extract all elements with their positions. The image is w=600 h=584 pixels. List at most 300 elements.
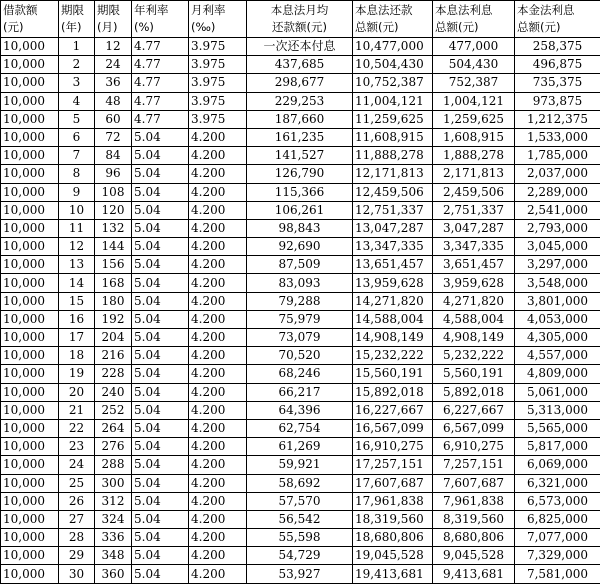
cell-monthly-rate: 4.200 bbox=[189, 383, 247, 401]
header-loan-amount: 借款额 (元) bbox=[1, 1, 59, 38]
table-row bbox=[1, 565, 600, 584]
cell-monthly-payment: 106,261 bbox=[247, 201, 353, 219]
cell-total-interest-annuity: 9,413,681 bbox=[433, 565, 515, 584]
cell-total-interest-principal: 4,809,000 bbox=[515, 365, 600, 383]
cell-total-interest-principal: 1,533,000 bbox=[515, 128, 600, 146]
cell-total-interest-annuity: 1,608,915 bbox=[433, 128, 515, 146]
cell-annual-rate: 4.77 bbox=[132, 38, 189, 56]
cell-total-interest-principal: 5,817,000 bbox=[515, 438, 600, 456]
cell-term-years: 27 bbox=[59, 510, 95, 528]
cell-total-repayment: 11,259,625 bbox=[353, 110, 433, 128]
header-term-years: 期限 (年) bbox=[59, 1, 95, 38]
cell-term-years: 3 bbox=[59, 74, 95, 92]
cell-annual-rate: 5.04 bbox=[132, 419, 189, 437]
cell-total-interest-principal: 4,053,000 bbox=[515, 310, 600, 328]
cell-loan-amount: 10,000 bbox=[1, 474, 59, 492]
cell-monthly-payment: 53,927 bbox=[247, 565, 353, 584]
cell-annual-rate: 4.77 bbox=[132, 56, 189, 74]
cell-total-interest-principal: 7,581,000 bbox=[515, 565, 600, 584]
cell-total-interest-annuity: 8,680,806 bbox=[433, 529, 515, 547]
cell-total-interest-annuity: 4,588,004 bbox=[433, 310, 515, 328]
cell-term-years: 10 bbox=[59, 201, 95, 219]
cell-loan-amount: 10,000 bbox=[1, 292, 59, 310]
cell-total-interest-principal: 1,212,375 bbox=[515, 110, 600, 128]
table-row bbox=[1, 201, 600, 219]
cell-term-years: 6 bbox=[59, 128, 95, 146]
cell-loan-amount: 10,000 bbox=[1, 456, 59, 474]
cell-loan-amount: 10,000 bbox=[1, 128, 59, 146]
cell-total-interest-principal: 4,557,000 bbox=[515, 347, 600, 365]
cell-total-interest-annuity: 2,459,506 bbox=[433, 183, 515, 201]
cell-term-months: 24 bbox=[95, 56, 132, 74]
cell-loan-amount: 10,000 bbox=[1, 256, 59, 274]
cell-total-interest-annuity: 4,908,149 bbox=[433, 329, 515, 347]
cell-total-repayment: 13,959,628 bbox=[353, 274, 433, 292]
cell-total-interest-annuity: 4,271,820 bbox=[433, 292, 515, 310]
table-row bbox=[1, 165, 600, 183]
cell-monthly-payment: 141,527 bbox=[247, 147, 353, 165]
cell-total-interest-annuity: 2,171,813 bbox=[433, 165, 515, 183]
cell-term-months: 360 bbox=[95, 565, 132, 584]
cell-term-months: 84 bbox=[95, 147, 132, 165]
cell-term-months: 240 bbox=[95, 383, 132, 401]
cell-total-interest-principal: 7,077,000 bbox=[515, 529, 600, 547]
cell-term-years: 2 bbox=[59, 56, 95, 74]
cell-monthly-rate: 4.200 bbox=[189, 347, 247, 365]
cell-term-months: 180 bbox=[95, 292, 132, 310]
cell-total-interest-principal: 2,289,000 bbox=[515, 183, 600, 201]
cell-monthly-rate: 3.975 bbox=[189, 38, 247, 56]
cell-loan-amount: 10,000 bbox=[1, 310, 59, 328]
header-term-months: 期限 (月) bbox=[95, 1, 132, 38]
cell-term-years: 8 bbox=[59, 165, 95, 183]
cell-term-years: 24 bbox=[59, 456, 95, 474]
cell-monthly-rate: 3.975 bbox=[189, 110, 247, 128]
cell-term-years: 12 bbox=[59, 238, 95, 256]
cell-term-months: 312 bbox=[95, 492, 132, 510]
cell-total-interest-annuity: 3,347,335 bbox=[433, 238, 515, 256]
cell-total-interest-principal: 258,375 bbox=[515, 38, 600, 56]
cell-total-repayment: 13,347,335 bbox=[353, 238, 433, 256]
cell-term-years: 16 bbox=[59, 310, 95, 328]
cell-total-repayment: 17,961,838 bbox=[353, 492, 433, 510]
cell-monthly-rate: 4.200 bbox=[189, 401, 247, 419]
cell-loan-amount: 10,000 bbox=[1, 38, 59, 56]
cell-total-interest-annuity: 5,560,191 bbox=[433, 365, 515, 383]
cell-total-interest-principal: 3,045,000 bbox=[515, 238, 600, 256]
cell-term-months: 132 bbox=[95, 219, 132, 237]
cell-loan-amount: 10,000 bbox=[1, 365, 59, 383]
cell-total-interest-annuity: 1,259,625 bbox=[433, 110, 515, 128]
cell-annual-rate: 5.04 bbox=[132, 565, 189, 584]
cell-total-interest-annuity: 3,651,457 bbox=[433, 256, 515, 274]
cell-total-repayment: 16,910,275 bbox=[353, 438, 433, 456]
table-row bbox=[1, 438, 600, 456]
cell-term-years: 22 bbox=[59, 419, 95, 437]
cell-annual-rate: 5.04 bbox=[132, 147, 189, 165]
cell-term-months: 348 bbox=[95, 547, 132, 565]
cell-loan-amount: 10,000 bbox=[1, 165, 59, 183]
cell-total-repayment: 11,888,278 bbox=[353, 147, 433, 165]
cell-term-months: 12 bbox=[95, 38, 132, 56]
table-row bbox=[1, 74, 600, 92]
cell-monthly-payment: 64,396 bbox=[247, 401, 353, 419]
cell-monthly-rate: 4.200 bbox=[189, 128, 247, 146]
table-row bbox=[1, 256, 600, 274]
table-row bbox=[1, 238, 600, 256]
cell-monthly-rate: 4.200 bbox=[189, 238, 247, 256]
table-row bbox=[1, 456, 600, 474]
cell-annual-rate: 5.04 bbox=[132, 547, 189, 565]
cell-monthly-rate: 4.200 bbox=[189, 329, 247, 347]
cell-loan-amount: 10,000 bbox=[1, 329, 59, 347]
cell-total-interest-annuity: 7,961,838 bbox=[433, 492, 515, 510]
cell-total-interest-principal: 6,321,000 bbox=[515, 474, 600, 492]
cell-monthly-rate: 4.200 bbox=[189, 165, 247, 183]
cell-monthly-payment: 70,520 bbox=[247, 347, 353, 365]
table-row bbox=[1, 529, 600, 547]
cell-total-interest-principal: 3,297,000 bbox=[515, 256, 600, 274]
table-body bbox=[1, 38, 600, 584]
cell-monthly-payment: 126,790 bbox=[247, 165, 353, 183]
cell-monthly-rate: 4.200 bbox=[189, 492, 247, 510]
cell-total-interest-annuity: 6,910,275 bbox=[433, 438, 515, 456]
cell-total-repayment: 14,588,004 bbox=[353, 310, 433, 328]
cell-term-years: 4 bbox=[59, 92, 95, 110]
cell-loan-amount: 10,000 bbox=[1, 401, 59, 419]
cell-annual-rate: 4.77 bbox=[132, 92, 189, 110]
cell-loan-amount: 10,000 bbox=[1, 147, 59, 165]
cell-term-years: 9 bbox=[59, 183, 95, 201]
cell-total-interest-principal: 2,541,000 bbox=[515, 201, 600, 219]
cell-term-years: 26 bbox=[59, 492, 95, 510]
cell-total-repayment: 10,504,430 bbox=[353, 56, 433, 74]
table-row bbox=[1, 510, 600, 528]
table-row bbox=[1, 183, 600, 201]
table-row bbox=[1, 292, 600, 310]
cell-monthly-payment: 68,246 bbox=[247, 365, 353, 383]
cell-monthly-rate: 4.200 bbox=[189, 529, 247, 547]
cell-monthly-rate: 4.200 bbox=[189, 419, 247, 437]
table-row bbox=[1, 419, 600, 437]
cell-loan-amount: 10,000 bbox=[1, 347, 59, 365]
cell-total-repayment: 19,045,528 bbox=[353, 547, 433, 565]
cell-total-repayment: 12,459,506 bbox=[353, 183, 433, 201]
cell-annual-rate: 5.04 bbox=[132, 201, 189, 219]
table-row bbox=[1, 110, 600, 128]
cell-term-months: 300 bbox=[95, 474, 132, 492]
cell-monthly-payment: 56,542 bbox=[247, 510, 353, 528]
cell-annual-rate: 5.04 bbox=[132, 183, 189, 201]
cell-monthly-payment: 437,685 bbox=[247, 56, 353, 74]
cell-term-years: 7 bbox=[59, 147, 95, 165]
cell-term-months: 36 bbox=[95, 74, 132, 92]
cell-term-months: 276 bbox=[95, 438, 132, 456]
cell-total-interest-principal: 5,565,000 bbox=[515, 419, 600, 437]
cell-annual-rate: 5.04 bbox=[132, 238, 189, 256]
cell-term-months: 192 bbox=[95, 310, 132, 328]
cell-total-repayment: 16,227,667 bbox=[353, 401, 433, 419]
cell-annual-rate: 5.04 bbox=[132, 383, 189, 401]
cell-term-months: 264 bbox=[95, 419, 132, 437]
cell-monthly-rate: 4.200 bbox=[189, 565, 247, 584]
cell-annual-rate: 5.04 bbox=[132, 347, 189, 365]
cell-total-repayment: 14,908,149 bbox=[353, 329, 433, 347]
cell-term-months: 156 bbox=[95, 256, 132, 274]
table-row bbox=[1, 383, 600, 401]
cell-monthly-payment: 58,692 bbox=[247, 474, 353, 492]
cell-total-interest-annuity: 3,047,287 bbox=[433, 219, 515, 237]
cell-total-repayment: 13,047,287 bbox=[353, 219, 433, 237]
table-header bbox=[1, 1, 600, 38]
cell-total-interest-principal: 6,825,000 bbox=[515, 510, 600, 528]
cell-total-interest-annuity: 5,232,222 bbox=[433, 347, 515, 365]
cell-annual-rate: 5.04 bbox=[132, 310, 189, 328]
cell-total-interest-annuity: 5,892,018 bbox=[433, 383, 515, 401]
cell-total-interest-principal: 4,305,000 bbox=[515, 329, 600, 347]
cell-total-repayment: 17,257,151 bbox=[353, 456, 433, 474]
cell-term-months: 144 bbox=[95, 238, 132, 256]
cell-total-interest-annuity: 6,227,667 bbox=[433, 401, 515, 419]
header-total-interest-annuity: 本息法利息 总额(元) bbox=[433, 1, 515, 38]
cell-loan-amount: 10,000 bbox=[1, 219, 59, 237]
cell-loan-amount: 10,000 bbox=[1, 110, 59, 128]
cell-total-interest-annuity: 7,257,151 bbox=[433, 456, 515, 474]
cell-total-interest-annuity: 477,000 bbox=[433, 38, 515, 56]
cell-total-interest-principal: 3,801,000 bbox=[515, 292, 600, 310]
cell-total-interest-principal: 7,329,000 bbox=[515, 547, 600, 565]
cell-term-years: 21 bbox=[59, 401, 95, 419]
cell-monthly-rate: 4.200 bbox=[189, 474, 247, 492]
cell-term-months: 60 bbox=[95, 110, 132, 128]
cell-term-years: 25 bbox=[59, 474, 95, 492]
cell-loan-amount: 10,000 bbox=[1, 238, 59, 256]
cell-annual-rate: 5.04 bbox=[132, 510, 189, 528]
cell-total-interest-annuity: 1,004,121 bbox=[433, 92, 515, 110]
cell-loan-amount: 10,000 bbox=[1, 565, 59, 584]
cell-loan-amount: 10,000 bbox=[1, 510, 59, 528]
cell-monthly-rate: 4.200 bbox=[189, 365, 247, 383]
cell-annual-rate: 5.04 bbox=[132, 256, 189, 274]
cell-term-years: 23 bbox=[59, 438, 95, 456]
table-row bbox=[1, 347, 600, 365]
table-row bbox=[1, 547, 600, 565]
cell-loan-amount: 10,000 bbox=[1, 201, 59, 219]
cell-total-repayment: 12,751,337 bbox=[353, 201, 433, 219]
cell-monthly-rate: 4.200 bbox=[189, 256, 247, 274]
table-row bbox=[1, 274, 600, 292]
cell-annual-rate: 5.04 bbox=[132, 128, 189, 146]
cell-total-repayment: 18,680,806 bbox=[353, 529, 433, 547]
cell-annual-rate: 5.04 bbox=[132, 219, 189, 237]
header-monthly-rate: 月利率 (‰) bbox=[189, 1, 247, 38]
table-row bbox=[1, 329, 600, 347]
cell-total-repayment: 18,319,560 bbox=[353, 510, 433, 528]
cell-term-years: 1 bbox=[59, 38, 95, 56]
cell-total-repayment: 13,651,457 bbox=[353, 256, 433, 274]
cell-term-years: 14 bbox=[59, 274, 95, 292]
cell-term-years: 28 bbox=[59, 529, 95, 547]
cell-total-interest-annuity: 6,567,099 bbox=[433, 419, 515, 437]
cell-annual-rate: 4.77 bbox=[132, 110, 189, 128]
cell-term-months: 336 bbox=[95, 529, 132, 547]
cell-annual-rate: 5.04 bbox=[132, 401, 189, 419]
cell-term-months: 288 bbox=[95, 456, 132, 474]
cell-loan-amount: 10,000 bbox=[1, 383, 59, 401]
table-row bbox=[1, 219, 600, 237]
cell-total-interest-annuity: 8,319,560 bbox=[433, 510, 515, 528]
cell-monthly-rate: 4.200 bbox=[189, 547, 247, 565]
cell-monthly-rate: 4.200 bbox=[189, 274, 247, 292]
cell-annual-rate: 5.04 bbox=[132, 274, 189, 292]
cell-term-months: 216 bbox=[95, 347, 132, 365]
cell-monthly-payment: 115,366 bbox=[247, 183, 353, 201]
cell-monthly-rate: 4.200 bbox=[189, 147, 247, 165]
cell-loan-amount: 10,000 bbox=[1, 547, 59, 565]
cell-term-years: 30 bbox=[59, 565, 95, 584]
header-annual-rate: 年利率 (%) bbox=[132, 1, 189, 38]
table-row bbox=[1, 365, 600, 383]
cell-term-years: 20 bbox=[59, 383, 95, 401]
cell-total-repayment: 15,560,191 bbox=[353, 365, 433, 383]
table-row bbox=[1, 56, 600, 74]
cell-monthly-rate: 4.200 bbox=[189, 510, 247, 528]
table-row bbox=[1, 38, 600, 56]
cell-total-repayment: 11,004,121 bbox=[353, 92, 433, 110]
cell-total-interest-principal: 5,313,000 bbox=[515, 401, 600, 419]
cell-annual-rate: 4.77 bbox=[132, 74, 189, 92]
cell-total-repayment: 14,271,820 bbox=[353, 292, 433, 310]
cell-monthly-payment: 298,677 bbox=[247, 74, 353, 92]
cell-term-years: 17 bbox=[59, 329, 95, 347]
table-row bbox=[1, 310, 600, 328]
cell-monthly-payment: 57,570 bbox=[247, 492, 353, 510]
cell-annual-rate: 5.04 bbox=[132, 165, 189, 183]
cell-loan-amount: 10,000 bbox=[1, 492, 59, 510]
table-row bbox=[1, 474, 600, 492]
cell-monthly-payment: 66,217 bbox=[247, 383, 353, 401]
header-total-repayment: 本息法还款 总额(元) bbox=[353, 1, 433, 38]
cell-total-interest-principal: 1,785,000 bbox=[515, 147, 600, 165]
table-row bbox=[1, 92, 600, 110]
cell-term-months: 108 bbox=[95, 183, 132, 201]
cell-total-repayment: 12,171,813 bbox=[353, 165, 433, 183]
cell-term-months: 120 bbox=[95, 201, 132, 219]
cell-total-repayment: 17,607,687 bbox=[353, 474, 433, 492]
cell-loan-amount: 10,000 bbox=[1, 92, 59, 110]
cell-term-years: 18 bbox=[59, 347, 95, 365]
cell-monthly-rate: 4.200 bbox=[189, 292, 247, 310]
cell-monthly-payment: 187,660 bbox=[247, 110, 353, 128]
cell-monthly-rate: 3.975 bbox=[189, 74, 247, 92]
header-monthly-payment: 本息法月均 还款额(元) bbox=[247, 1, 353, 38]
cell-monthly-rate: 4.200 bbox=[189, 310, 247, 328]
cell-total-interest-principal: 735,375 bbox=[515, 74, 600, 92]
cell-annual-rate: 5.04 bbox=[132, 292, 189, 310]
cell-monthly-rate: 4.200 bbox=[189, 456, 247, 474]
cell-term-months: 72 bbox=[95, 128, 132, 146]
cell-annual-rate: 5.04 bbox=[132, 329, 189, 347]
cell-term-months: 96 bbox=[95, 165, 132, 183]
cell-term-months: 204 bbox=[95, 329, 132, 347]
cell-annual-rate: 5.04 bbox=[132, 365, 189, 383]
cell-monthly-rate: 4.200 bbox=[189, 438, 247, 456]
cell-monthly-rate: 3.975 bbox=[189, 56, 247, 74]
cell-monthly-payment: 59,921 bbox=[247, 456, 353, 474]
cell-total-interest-principal: 2,037,000 bbox=[515, 165, 600, 183]
cell-annual-rate: 5.04 bbox=[132, 529, 189, 547]
cell-total-interest-principal: 2,793,000 bbox=[515, 219, 600, 237]
cell-monthly-payment: 161,235 bbox=[247, 128, 353, 146]
cell-loan-amount: 10,000 bbox=[1, 274, 59, 292]
cell-term-years: 29 bbox=[59, 547, 95, 565]
cell-total-interest-annuity: 2,751,337 bbox=[433, 201, 515, 219]
cell-total-repayment: 19,413,681 bbox=[353, 565, 433, 584]
cell-total-interest-principal: 496,875 bbox=[515, 56, 600, 74]
cell-loan-amount: 10,000 bbox=[1, 419, 59, 437]
cell-monthly-payment: 75,979 bbox=[247, 310, 353, 328]
cell-monthly-payment: 一次还本付息 bbox=[247, 38, 353, 56]
cell-loan-amount: 10,000 bbox=[1, 438, 59, 456]
cell-term-years: 15 bbox=[59, 292, 95, 310]
table-row bbox=[1, 147, 600, 165]
cell-total-repayment: 10,752,387 bbox=[353, 74, 433, 92]
cell-term-months: 228 bbox=[95, 365, 132, 383]
cell-loan-amount: 10,000 bbox=[1, 74, 59, 92]
cell-total-interest-principal: 6,069,000 bbox=[515, 456, 600, 474]
cell-monthly-payment: 83,093 bbox=[247, 274, 353, 292]
cell-total-interest-annuity: 7,607,687 bbox=[433, 474, 515, 492]
cell-term-years: 5 bbox=[59, 110, 95, 128]
cell-total-interest-principal: 973,875 bbox=[515, 92, 600, 110]
cell-total-interest-annuity: 504,430 bbox=[433, 56, 515, 74]
cell-term-months: 252 bbox=[95, 401, 132, 419]
cell-monthly-payment: 92,690 bbox=[247, 238, 353, 256]
cell-total-interest-principal: 6,573,000 bbox=[515, 492, 600, 510]
cell-monthly-payment: 98,843 bbox=[247, 219, 353, 237]
header-row bbox=[1, 1, 600, 38]
cell-total-interest-annuity: 1,888,278 bbox=[433, 147, 515, 165]
cell-monthly-payment: 79,288 bbox=[247, 292, 353, 310]
cell-monthly-payment: 61,269 bbox=[247, 438, 353, 456]
cell-total-interest-principal: 3,548,000 bbox=[515, 274, 600, 292]
cell-total-repayment: 11,608,915 bbox=[353, 128, 433, 146]
cell-term-months: 48 bbox=[95, 92, 132, 110]
cell-total-interest-principal: 5,061,000 bbox=[515, 383, 600, 401]
cell-total-repayment: 15,892,018 bbox=[353, 383, 433, 401]
cell-total-interest-annuity: 3,959,628 bbox=[433, 274, 515, 292]
cell-monthly-rate: 4.200 bbox=[189, 201, 247, 219]
cell-annual-rate: 5.04 bbox=[132, 438, 189, 456]
table-row bbox=[1, 492, 600, 510]
cell-annual-rate: 5.04 bbox=[132, 492, 189, 510]
cell-loan-amount: 10,000 bbox=[1, 56, 59, 74]
table-row bbox=[1, 401, 600, 419]
cell-term-years: 13 bbox=[59, 256, 95, 274]
cell-total-repayment: 16,567,099 bbox=[353, 419, 433, 437]
cell-monthly-payment: 229,253 bbox=[247, 92, 353, 110]
cell-monthly-payment: 87,509 bbox=[247, 256, 353, 274]
cell-monthly-rate: 3.975 bbox=[189, 92, 247, 110]
cell-total-interest-annuity: 9,045,528 bbox=[433, 547, 515, 565]
cell-term-months: 324 bbox=[95, 510, 132, 528]
cell-monthly-rate: 4.200 bbox=[189, 183, 247, 201]
cell-total-repayment: 15,232,222 bbox=[353, 347, 433, 365]
cell-monthly-payment: 55,598 bbox=[247, 529, 353, 547]
cell-total-repayment: 10,477,000 bbox=[353, 38, 433, 56]
cell-monthly-payment: 62,754 bbox=[247, 419, 353, 437]
cell-annual-rate: 5.04 bbox=[132, 456, 189, 474]
